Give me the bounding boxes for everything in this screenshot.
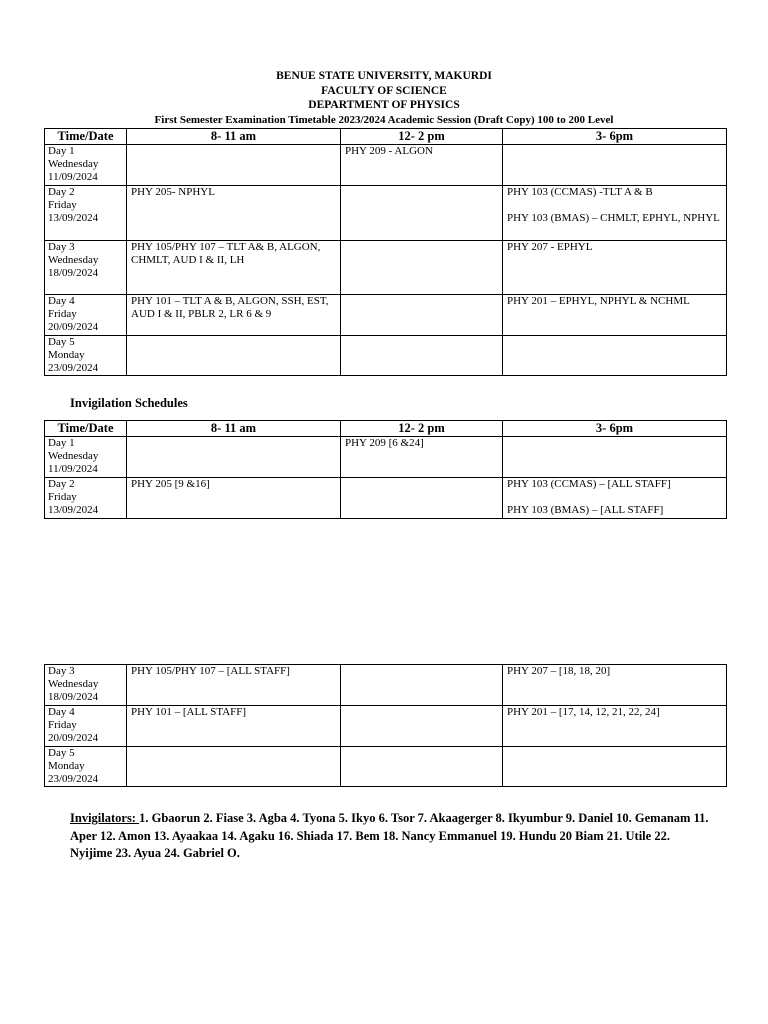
column-header-noon: 12- 2 pm bbox=[341, 421, 503, 437]
afternoon-cell: PHY 103 (CCMAS) – [ALL STAFF] PHY 103 (BMAS) – [ALL STAFF] bbox=[503, 477, 727, 518]
invigilation-section-title: Invigilation Schedules bbox=[70, 396, 188, 410]
noon-cell: PHY 209 - ALGON bbox=[341, 145, 503, 186]
noon-cell bbox=[341, 746, 503, 787]
table-row bbox=[45, 294, 727, 335]
table-header-row bbox=[45, 421, 727, 437]
noon-cell bbox=[341, 665, 503, 706]
morning-cell: PHY 205- NPHYL bbox=[127, 185, 341, 240]
day-cell: Day 5 Monday 23/09/2024 bbox=[45, 746, 127, 787]
invigilators-names: 1. Gbaorun 2. Fiase 3. Agba 4. Tyona 5. Ikyo 6. Tsor 7. Akaagerger 8. Ikyumbur 9. Daniel 10. Gemanam 11. Aper 12. Amon 13. Ayaakaa 14. Agaku 16. Shiada 17. Bem 18. Nancy Emmanuel 19. Hundu 20 Biam 21. Utile 22. Nyijime 23. Ayua 24. Gabriel O. bbox=[70, 811, 709, 860]
invigilators-label: Invigilators: bbox=[70, 811, 140, 825]
day-cell: Day 4 Friday 20/09/2024 bbox=[45, 705, 127, 746]
timetable-title: First Semester Examination Timetable 2023/2024 Academic Session (Draft Copy) 100 to 200 Level bbox=[154, 113, 614, 126]
day-cell: Day 1 Wednesday 11/09/2024 bbox=[45, 145, 127, 186]
afternoon-cell: PHY 201 – [17, 14, 12, 21, 22, 24] bbox=[503, 705, 727, 746]
noon-cell bbox=[341, 705, 503, 746]
morning-cell: PHY 105/PHY 107 – TLT A& B, ALGON, CHMLT, AUD I & II, LH bbox=[127, 240, 341, 294]
invigilation-table-part2 bbox=[44, 664, 727, 787]
afternoon-cell: PHY 201 – EPHYL, NPHYL & NCHML bbox=[503, 294, 727, 335]
column-header-afternoon: 3- 6pm bbox=[503, 421, 727, 437]
morning-cell: PHY 101 – [ALL STAFF] bbox=[127, 705, 341, 746]
morning-cell bbox=[127, 437, 341, 478]
morning-cell bbox=[127, 335, 341, 376]
day-cell: Day 2 Friday 13/09/2024 bbox=[45, 477, 127, 518]
column-header-time-date: Time/Date bbox=[45, 129, 127, 145]
day-cell: Day 2 Friday 13/09/2024 bbox=[45, 185, 127, 240]
column-header-afternoon: 3- 6pm bbox=[503, 129, 727, 145]
table-row bbox=[45, 335, 727, 376]
table-row bbox=[45, 240, 727, 294]
invigilation-table-part1 bbox=[44, 420, 727, 519]
noon-cell bbox=[341, 240, 503, 294]
university-name: BENUE STATE UNIVERSITY, MAKURDI bbox=[276, 70, 492, 82]
column-header-noon: 12- 2 pm bbox=[341, 129, 503, 145]
afternoon-cell bbox=[503, 746, 727, 787]
invigilators-list bbox=[70, 810, 710, 863]
exam-timetable bbox=[44, 128, 727, 376]
faculty-name: FACULTY OF SCIENCE bbox=[321, 84, 447, 97]
table-row bbox=[45, 665, 727, 706]
afternoon-cell bbox=[503, 437, 727, 478]
day-cell: Day 1 Wednesday 11/09/2024 bbox=[45, 437, 127, 478]
table-row bbox=[45, 477, 727, 518]
afternoon-cell bbox=[503, 335, 727, 376]
column-header-time-date: Time/Date bbox=[45, 421, 127, 437]
table-row bbox=[45, 185, 727, 240]
table-row bbox=[45, 145, 727, 186]
morning-cell bbox=[127, 746, 341, 787]
day-cell: Day 4 Friday 20/09/2024 bbox=[45, 294, 127, 335]
table-row bbox=[45, 746, 727, 787]
morning-cell: PHY 105/PHY 107 – [ALL STAFF] bbox=[127, 665, 341, 706]
morning-cell bbox=[127, 145, 341, 186]
afternoon-cell: PHY 103 (CCMAS) -TLT A & B PHY 103 (BMAS) – CHMLT, EPHYL, NPHYL bbox=[503, 185, 727, 240]
table-row bbox=[45, 437, 727, 478]
noon-cell bbox=[341, 185, 503, 240]
day-cell: Day 3 Wednesday 18/09/2024 bbox=[45, 240, 127, 294]
noon-cell bbox=[341, 335, 503, 376]
noon-cell bbox=[341, 294, 503, 335]
column-header-morning: 8- 11 am bbox=[127, 421, 341, 437]
morning-cell: PHY 205 [9 &16] bbox=[127, 477, 341, 518]
table-header-row bbox=[45, 129, 727, 145]
afternoon-cell: PHY 207 - EPHYL bbox=[503, 240, 727, 294]
column-header-morning: 8- 11 am bbox=[127, 129, 341, 145]
day-cell: Day 3 Wednesday 18/09/2024 bbox=[45, 665, 127, 706]
noon-cell: PHY 209 [6 &24] bbox=[341, 437, 503, 478]
day-cell: Day 5 Monday 23/09/2024 bbox=[45, 335, 127, 376]
morning-cell: PHY 101 – TLT A & B, ALGON, SSH, EST, AUD I & II, PBLR 2, LR 6 & 9 bbox=[127, 294, 341, 335]
afternoon-cell bbox=[503, 145, 727, 186]
afternoon-cell: PHY 207 – [18, 18, 20] bbox=[503, 665, 727, 706]
noon-cell bbox=[341, 477, 503, 518]
document-header bbox=[0, 69, 768, 127]
department-name: DEPARTMENT OF PHYSICS bbox=[308, 99, 460, 111]
table-row bbox=[45, 705, 727, 746]
